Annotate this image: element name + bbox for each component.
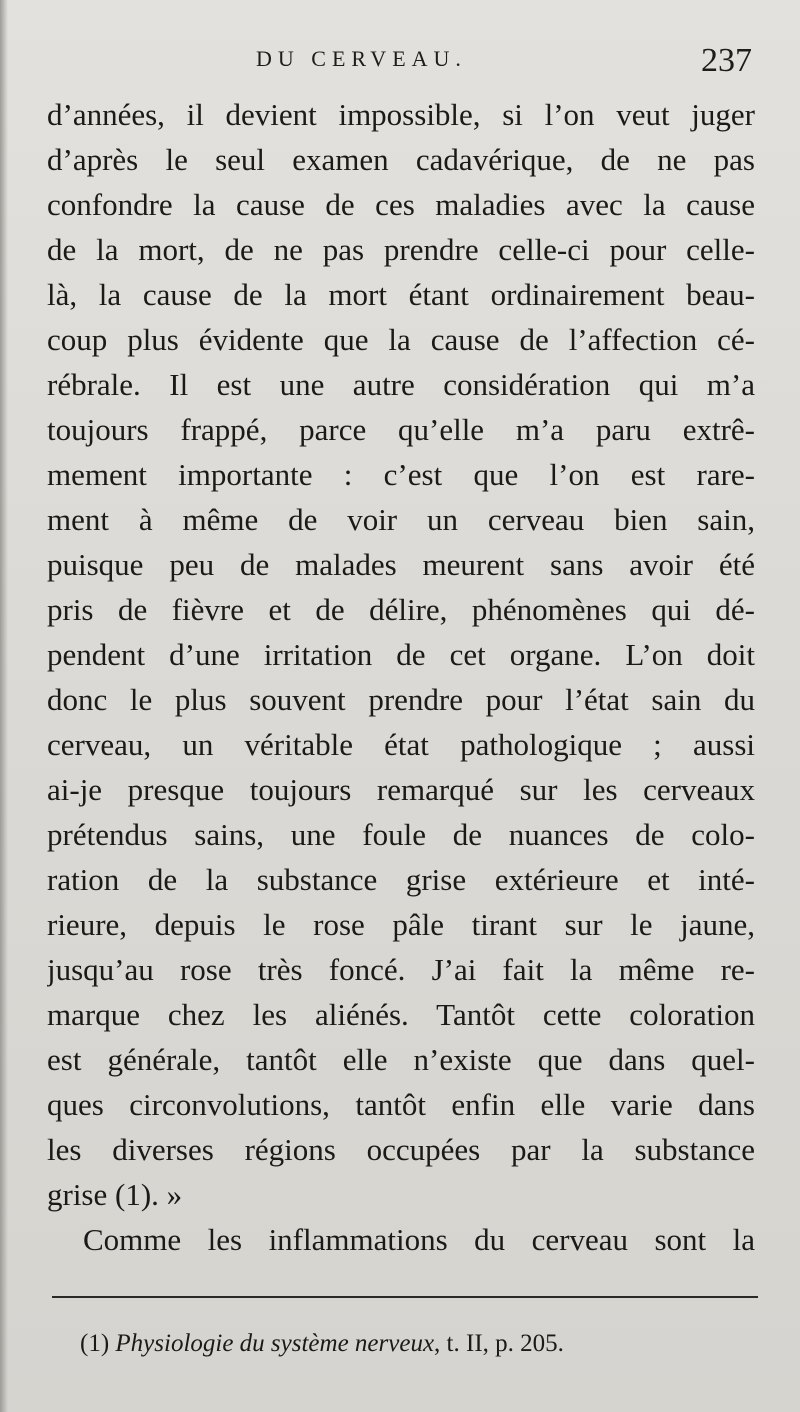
footnote-marker: (1) (80, 1330, 110, 1357)
text-line: confondre la cause de ces maladies avec la cause (47, 187, 755, 222)
footnote-citation-rest: , t. II, p. 205. (434, 1330, 564, 1357)
text-line: ai-je presque toujours remarqué sur les cerveaux (47, 772, 755, 807)
text-line: pendent d’une irritation de cet organe. L’on doit (47, 637, 755, 672)
text-line: ques circonvolutions, tantôt enfin elle varie dans (47, 1087, 755, 1122)
text-line: là, la cause de la mort étant ordinairement beau- (47, 277, 755, 312)
text-line: cerveau, un véritable état pathologique ; aussi (47, 727, 755, 762)
text-line: donc le plus souvent prendre pour l’état sain du (47, 682, 755, 717)
text-line: jusqu’au rose très foncé. J’ai fait la même re- (47, 952, 755, 987)
text-line: ration de la substance grise extérieure et inté- (47, 862, 755, 897)
text-line: puisque peu de malades meurent sans avoir été (47, 547, 755, 582)
page-gutter-shadow (0, 0, 8, 1412)
page-number: 237 (701, 42, 752, 79)
text-line-paragraph-end: grise (1). » (47, 1177, 183, 1212)
text-line: coup plus évidente que la cause de l’affection cé- (47, 322, 755, 357)
text-line: pris de fièvre et de délire, phénomènes qui dé- (47, 592, 755, 627)
page-header (46, 42, 758, 82)
footnote-rule (52, 1296, 758, 1298)
text-line: de la mort, de ne pas prendre celle-ci pour celle- (47, 232, 755, 267)
text-line: ment à même de voir un cerveau bien sain, (47, 502, 755, 537)
text-line: prétendus sains, une foule de nuances de colo- (47, 817, 755, 852)
text-line: rieure, depuis le rose pâle tirant sur le jaune, (47, 907, 755, 942)
body-text (47, 92, 755, 1262)
text-line: d’après le seul examen cadavérique, de ne pas (47, 142, 755, 177)
running-head: DU CERVEAU. (256, 46, 467, 71)
text-line-paragraph-start: Comme les inflammations du cerveau sont la (83, 1222, 755, 1257)
text-line: mement importante : c’est que l’on est rare- (47, 457, 755, 492)
footnote-cited-title: Physiologie du système nerveux (115, 1330, 435, 1357)
text-line: les diverses régions occupées par la substance (47, 1132, 755, 1167)
text-line: marque chez les aliénés. Tantôt cette coloration (47, 997, 755, 1032)
footnote (80, 1330, 564, 1358)
text-line: toujours frappé, parce qu’elle m’a paru extrê- (47, 412, 755, 447)
text-line: rébrale. Il est une autre considération qui m’a (47, 367, 755, 402)
text-line: est générale, tantôt elle n’existe que dans quel- (47, 1042, 755, 1077)
text-line: d’années, il devient impossible, si l’on veut juger (47, 97, 755, 132)
